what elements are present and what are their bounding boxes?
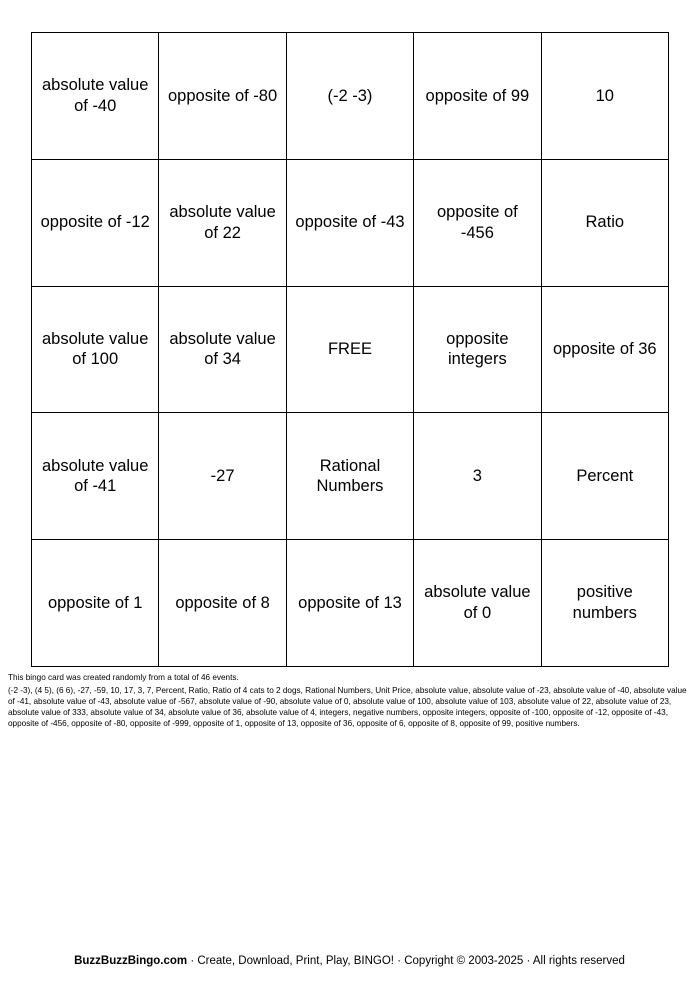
bingo-row [32,413,669,540]
bingo-cell[interactable]: opposite of -80 [159,33,286,160]
bingo-cell[interactable]: absolute value of 22 [159,159,286,286]
bingo-cell[interactable]: absolute value of 0 [414,540,541,667]
bingo-row [32,33,669,160]
bingo-row [32,159,669,286]
bingo-cell[interactable]: -27 [159,413,286,540]
bingo-cell[interactable]: opposite integers [414,286,541,413]
bingo-cell[interactable]: opposite of -456 [414,159,541,286]
bingo-cell[interactable]: absolute value of 34 [159,286,286,413]
footer-text: · Create, Download, Print, Play, BINGO! · Copyright © 2003-2025 · All rights reserved [187,955,625,967]
legend-event-list: (-2 -3), (4 5), (6 6), -27, -59, 10, 17, 3, 7, Percent, Ratio, Ratio of 4 cats to 2 dogs, Rational Numbers, Unit Price, absolute value, absolute value of -23, absolute value of -40, absolute value of -41, absolute value of -43, absolute value of -567, absolute value of -90, absolute value of 0, absolute value of 100, absolute value of 103, absolute value of 22, absolute value of 23, absolute value of 333, absolute value of 34, absolute value of 36, absolute value of 4, integers, negative numbers, opposite integers, opposite of -100, opposite of -12, opposite of -43, opposite of -456, opposite of -80, opposite of -999, opposite of 1, opposite of 13, opposite of 36, opposite of 6, opposite of 8, opposite of 99, positive numbers. [8,686,687,729]
legend [8,672,692,729]
bingo-cell[interactable]: absolute value of 100 [32,286,159,413]
bingo-cell[interactable]: opposite of 99 [414,33,541,160]
bingo-cell[interactable]: absolute value of -40 [32,33,159,160]
bingo-cell[interactable]: 3 [414,413,541,540]
bingo-cell[interactable]: Rational Numbers [286,413,413,540]
bingo-cell[interactable]: 10 [541,33,668,160]
bingo-cell[interactable]: absolute value of -41 [32,413,159,540]
bingo-card-grid [31,32,669,667]
bingo-cell[interactable]: opposite of 13 [286,540,413,667]
bingo-cell[interactable]: Percent [541,413,668,540]
bingo-cell[interactable]: opposite of -12 [32,159,159,286]
footer [0,955,699,967]
bingo-cell[interactable]: opposite of 8 [159,540,286,667]
bingo-row [32,286,669,413]
bingo-cell-free[interactable]: FREE [286,286,413,413]
bingo-cell[interactable]: opposite of 36 [541,286,668,413]
bingo-cell[interactable]: Ratio [541,159,668,286]
bingo-row [32,540,669,667]
bingo-cell[interactable]: opposite of -43 [286,159,413,286]
bingo-cell[interactable]: positive numbers [541,540,668,667]
legend-intro: This bingo card was created randomly from a total of 46 events. [8,673,239,682]
bingo-cell[interactable]: (-2 -3) [286,33,413,160]
bingo-cell[interactable]: opposite of 1 [32,540,159,667]
footer-brand: BuzzBuzzBingo.com [74,955,188,967]
